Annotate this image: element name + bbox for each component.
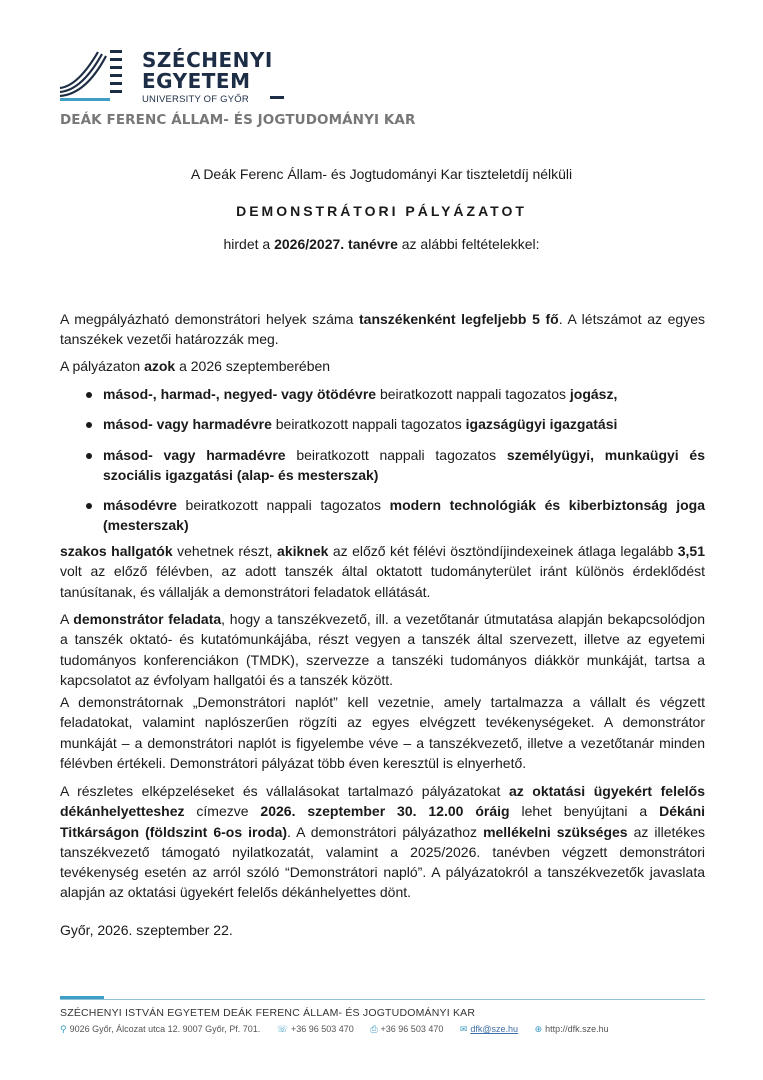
- intro-line: A Deák Ferenc Állam- és Jogtudományi Kar tiszteletdíj nélküli: [190, 166, 573, 182]
- footer-web-link[interactable]: http://dfk.sze.hu: [545, 1024, 609, 1034]
- university-logo-mark-icon: [58, 48, 124, 104]
- footer-fax: +36 96 503 470: [380, 1024, 444, 1034]
- location-pin-icon: ⚲: [60, 1024, 67, 1034]
- globe-icon: ⊕: [534, 1024, 543, 1034]
- paragraph-eligibility-intro: A pályázaton azok a 2026 szeptemberében: [60, 358, 331, 374]
- document-heading: DEMONSTRÁTORI PÁLYÁZATOT: [236, 203, 527, 219]
- logo-text: [142, 50, 273, 105]
- phone-icon: ☏: [276, 1024, 288, 1034]
- paragraph-submission: A részletes elképzeléseket és vállalásokat tartalmazó pályázatokat az oktatási ügyekért felelős dékánhelyetteshez címezve 2026. szeptember 30. 12.00 óráig lehet benyújtani a Dékáni Titkárságon (földszint 6-os iroda). A demonstrátori pályázathoz mellékelni szükséges az illetékes tanszékvezető támogató nyilatkozatát, valamint a 2025/2026. tanévben végzett demonstrátori tevékenység esetén az arról szóló “Demonstrátori napló”. A pályázatokról a tanszékvezetők javaslata alapján az oktatási ügyekért felelős dékánhelyettes dönt.: [60, 783, 706, 901]
- list-item: másodévre beiratkozott nappali tagozatos modern technológiák és kiberbiztonság joga (mesterszak): [60, 495, 705, 536]
- list-item: másod- vagy harmadévre beiratkozott nappali tagozatos igazságügyi igazgatási: [60, 414, 705, 434]
- paragraph-places: A megpályázható demonstrátori helyek száma tanszékenként legfeljebb 5 fő. A létszámot az egyes tanszékek vezetői határozzák meg.: [60, 311, 706, 348]
- list-item: másod-, harmad-, negyed- vagy ötödévre beiratkozott nappali tagozatos jogász,: [60, 384, 705, 404]
- paragraph-requirements: szakos hallgatók vehetnek részt, akiknek az előző két félévi ösztöndíjindexeinek átlaga legalább 3,51 volt az előző félévben, az adott tanszék által oktatott tudományterület iránt különös érdeklődést tanúsítanak, és vállalják a demonstrátori feladatok ellátását.: [60, 543, 705, 600]
- bullet-icon: [86, 503, 92, 509]
- fax-icon: ⎙: [370, 1024, 378, 1034]
- hirdet-line: hirdet a 2026/2027. tanévre az alábbi feltételekkel:: [223, 236, 540, 252]
- bullet-icon: [86, 453, 92, 459]
- eligibility-list: [60, 384, 705, 536]
- email-icon: ✉: [459, 1024, 468, 1034]
- bullet-icon: [86, 392, 92, 398]
- paragraph-duties: A demonstrátor feladata, hogy a tanszékvezető, ill. a vezetőtanár útmutatása alapján bekapcsolódjon a tanszék oktató- és kutatómunkájába, részt vegyen a tanszék által szervezett, illetve az egyetemi tudományos konferenciákon (TMDK), szervezze a tanszéki tudományos diákkör munkáját, tartsa a kapcsolatot az évfolyam hallgatói és a tanszék között.: [60, 611, 705, 688]
- footer-institution: SZÉCHENYI ISTVÁN EGYETEM DEÁK FERENC ÁLLAM- ÉS JOGTUDOMÁNYI KAR: [60, 1007, 476, 1019]
- footer-contacts: [60, 1024, 623, 1035]
- footer-address: 9026 Győr, Álcozat utca 12. 9007 Győr, Pf. 701.: [69, 1024, 261, 1034]
- logo-bar: [270, 96, 284, 99]
- logo-line1: SZÉCHENYI: [142, 48, 273, 72]
- footer-phone: +36 96 503 470: [291, 1024, 354, 1034]
- bullet-icon: [86, 422, 92, 428]
- footer-email-link[interactable]: dfk@sze.hu: [470, 1024, 519, 1034]
- logo-subtitle: UNIVERSITY OF GYŐR: [142, 94, 249, 105]
- footer-divider: [60, 999, 705, 1000]
- logo-line2: EGYETEM: [142, 69, 251, 93]
- paragraph-logbook: A demonstrátornak „Demonstrátori naplót” kell vezetnie, amely tartalmazza a vállalt és végzett feladatokat, valamint naplószerűen rögzíti az egyes elvégzett tevékenységeket. A demonstrátor munkáját – a demonstrátori naplót is figyelembe véve – a tanszékvezető, illetve a vezetőtanár minden félévben értékeli. Demonstrátori pályázat több éven keresztül is elnyerhető.: [60, 694, 705, 771]
- university-logo: [58, 48, 288, 104]
- faculty-name: DEÁK FERENC ÁLLAM- ÉS JOGTUDOMÁNYI KAR: [60, 112, 416, 128]
- date-line: Győr, 2026. szeptember 22.: [60, 922, 233, 938]
- list-item: másod- vagy harmadévre beiratkozott nappali tagozatos személyügyi, munkaügyi és szociális igazgatási (alap- és mesterszak): [60, 445, 705, 486]
